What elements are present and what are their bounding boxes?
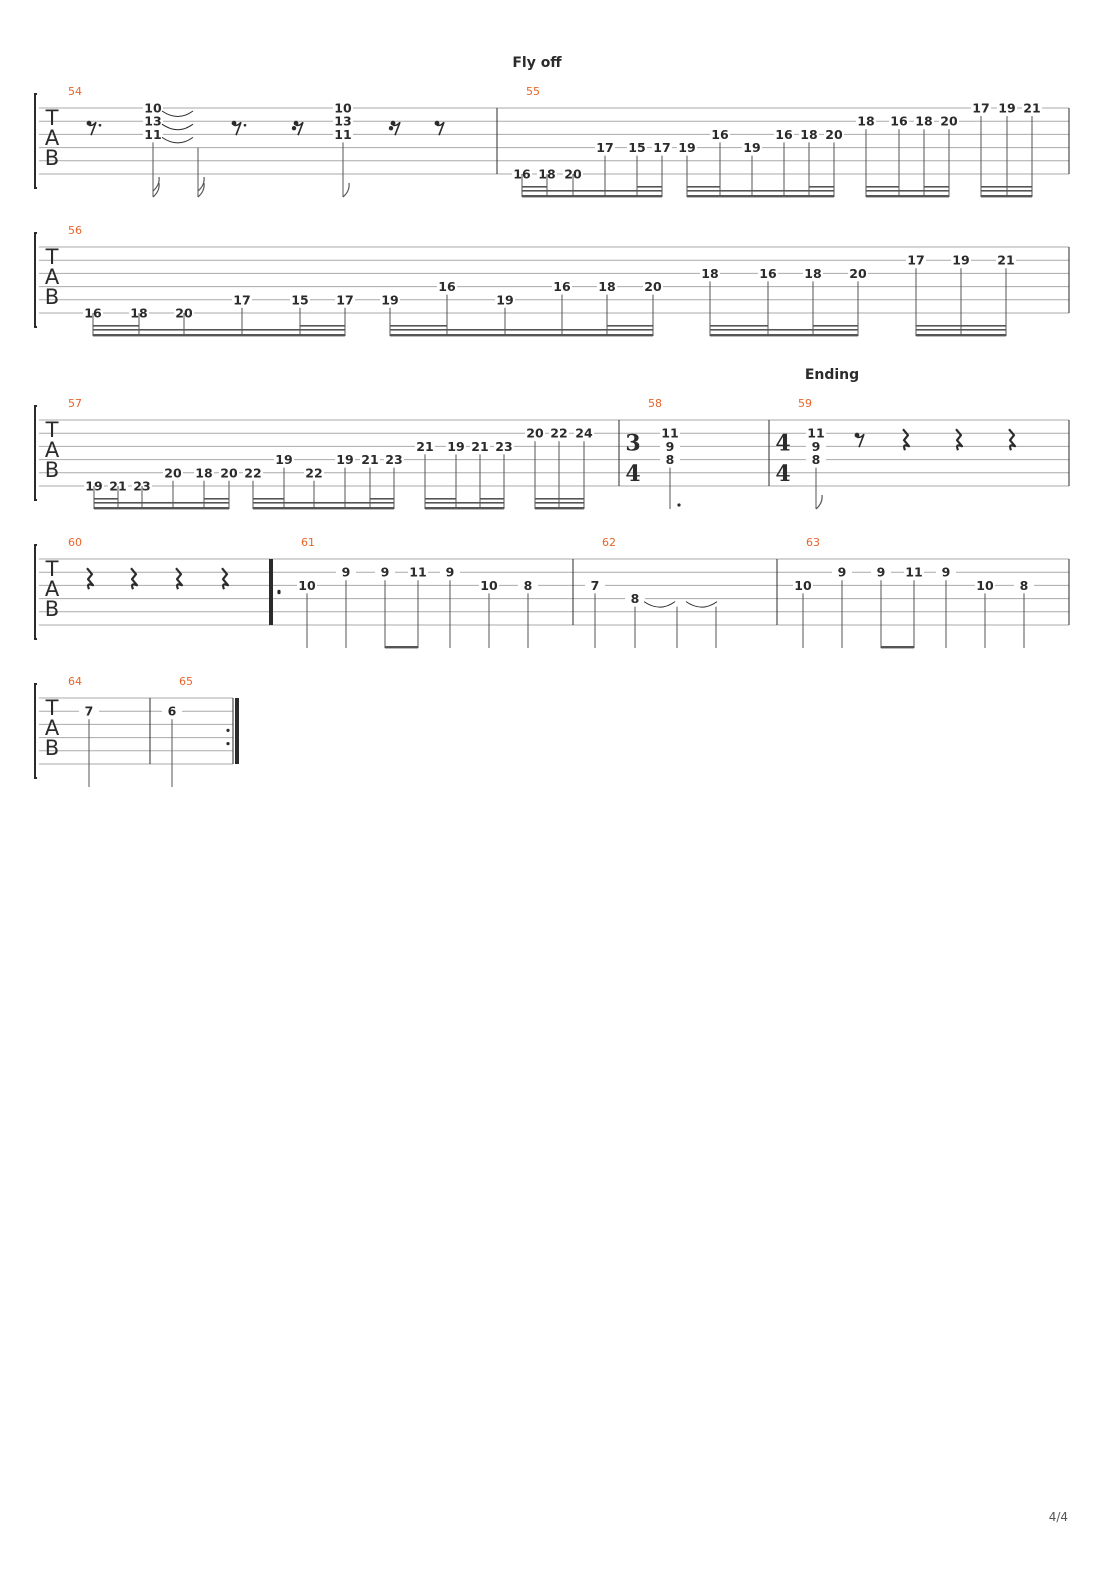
fret-number: 10 (480, 577, 498, 593)
fret-number: 16 (513, 166, 531, 182)
fret-number: 13 (144, 113, 162, 129)
repeat-dot (226, 742, 229, 745)
fret-number: 18 (800, 126, 818, 142)
sixteenth-rest-icon (389, 121, 400, 135)
quarter-rest-icon (87, 568, 93, 589)
rest-flag-dot (292, 126, 296, 130)
fret-number: 18 (701, 265, 719, 281)
fret-number: 15 (628, 140, 646, 156)
beam (916, 334, 1006, 336)
beam (881, 646, 914, 648)
fret-number: 22 (550, 425, 568, 441)
system-bracket (35, 233, 37, 327)
fret-number: 21 (109, 478, 127, 494)
fret-number: 23 (133, 478, 151, 494)
fret-number: 9 (380, 564, 390, 580)
beam-secondary (94, 502, 229, 504)
measure-number: 59 (798, 397, 812, 410)
eighth-rest-icon (855, 433, 864, 447)
beam (687, 195, 834, 197)
fret-number: 19 (447, 438, 465, 454)
fret-number: 9 (341, 564, 351, 580)
fret-number: 22 (244, 465, 262, 481)
beam-tertiary (425, 498, 456, 500)
quarter-rest-icon (176, 568, 182, 589)
measure (68, 224, 1069, 336)
beam (535, 507, 584, 509)
beam-tertiary (204, 498, 229, 500)
rest-dot (244, 124, 247, 127)
measure (625, 397, 769, 509)
beam (390, 334, 653, 336)
fret-number: 21 (361, 452, 379, 468)
duration-dot (677, 503, 680, 506)
measure-number: 54 (68, 85, 82, 98)
measure (162, 675, 239, 787)
measure-number: 57 (68, 397, 82, 410)
fret-number: 21 (471, 438, 489, 454)
time-signature-top: 3 (625, 430, 641, 457)
section-label: Fly off (512, 55, 562, 71)
quarter-rest-icon (131, 568, 137, 589)
fret-number: 16 (775, 126, 793, 142)
tab-system (35, 675, 239, 787)
fret-number: 23 (495, 438, 513, 454)
measure-number: 65 (179, 675, 193, 688)
quarter-rest-icon (222, 568, 228, 589)
fret-number: 19 (678, 140, 696, 156)
fret-number: 18 (598, 279, 616, 295)
fret-number: 16 (759, 265, 777, 281)
fret-number: 20 (825, 126, 843, 142)
fret-number: 21 (416, 438, 434, 454)
fret-number: 17 (596, 140, 614, 156)
tab-clef-letter: B (44, 458, 60, 482)
beam-tertiary (687, 186, 720, 188)
beam-tertiary (924, 186, 949, 188)
fret-number: 8 (630, 591, 640, 607)
fret-number: 21 (1023, 100, 1041, 116)
fret-number: 9 (941, 564, 951, 580)
beam-tertiary (480, 498, 504, 500)
sixteenth-rest-icon (292, 121, 303, 135)
repeat-start-bar (269, 559, 273, 625)
measure (775, 397, 1069, 509)
measure-number: 64 (68, 675, 82, 688)
fret-number: 9 (665, 438, 675, 454)
note-flag (343, 183, 349, 197)
beam-tertiary (300, 325, 345, 327)
beam-tertiary (94, 498, 118, 500)
tab-clef-letter: B (44, 146, 60, 170)
measure-number: 56 (68, 224, 82, 237)
tab-clef-letter: A (44, 577, 60, 601)
fret-number: 16 (438, 279, 456, 295)
fret-number: 20 (175, 305, 193, 321)
fret-number: 16 (890, 113, 908, 129)
measure (585, 536, 777, 648)
tab-clef-letter: T (45, 245, 59, 269)
repeat-dot (226, 729, 229, 732)
tab-clef-letter: B (44, 736, 60, 760)
fret-number: 17 (653, 140, 671, 156)
tie-arc (686, 602, 717, 608)
fret-number: 22 (305, 465, 323, 481)
fret-number: 23 (385, 452, 403, 468)
fret-number: 19 (743, 140, 761, 156)
tab-system (35, 397, 1069, 509)
fret-number: 18 (804, 265, 822, 281)
fret-number: 11 (905, 564, 923, 580)
time-signature-bottom: 4 (775, 460, 791, 487)
tab-clef-letter: T (45, 557, 59, 581)
measure-number: 58 (648, 397, 662, 410)
beam-tertiary (535, 498, 559, 500)
repeat-dot (277, 591, 280, 594)
measure-number: 55 (526, 85, 540, 98)
fret-number: 19 (381, 292, 399, 308)
measure (793, 536, 1069, 648)
fret-number: 24 (575, 425, 593, 441)
beam-secondary (710, 329, 858, 331)
fret-number: 19 (336, 452, 354, 468)
beam-tertiary (809, 186, 834, 188)
measure-number: 61 (301, 536, 315, 549)
fret-number: 9 (811, 438, 821, 454)
tab-clef-letter: T (45, 106, 59, 130)
tie-arc (644, 602, 675, 608)
page-number: 4/4 (1048, 1510, 1068, 1524)
tab-system (35, 536, 1069, 648)
beam-secondary (522, 190, 662, 192)
beam (425, 507, 504, 509)
beam (981, 195, 1032, 197)
fret-number: 10 (298, 577, 316, 593)
fret-number: 21 (997, 252, 1015, 268)
rest-flag-dot (389, 126, 393, 130)
beam-secondary (535, 502, 584, 504)
fret-number: 16 (84, 305, 102, 321)
fret-number: 10 (794, 577, 812, 593)
tab-system (35, 224, 1069, 336)
note-flag (816, 495, 822, 509)
quarter-rest-icon (1009, 429, 1015, 450)
fret-number: 9 (445, 564, 455, 580)
fret-number: 11 (409, 564, 427, 580)
tab-clef-letter: A (44, 438, 60, 462)
beam-tertiary (370, 498, 394, 500)
tab-clef-letter: T (45, 696, 59, 720)
quarter-rest-icon (903, 429, 909, 450)
beam-tertiary (866, 186, 899, 188)
beam (385, 646, 418, 648)
beam-secondary (916, 329, 1006, 331)
beam-tertiary (981, 186, 1007, 188)
fret-number: 20 (940, 113, 958, 129)
tab-clef-letter: A (44, 126, 60, 150)
fret-number: 19 (496, 292, 514, 308)
fret-number: 16 (553, 279, 571, 295)
beam-tertiary (253, 498, 284, 500)
beam (710, 334, 858, 336)
tie-arc (162, 111, 193, 117)
measure (68, 675, 150, 787)
fret-number: 15 (291, 292, 309, 308)
fret-number: 19 (275, 452, 293, 468)
fret-number: 16 (711, 126, 729, 142)
fret-number: 18 (538, 166, 556, 182)
fret-number: 8 (523, 577, 533, 593)
fret-number: 9 (837, 564, 847, 580)
system-bracket (35, 684, 37, 778)
rest-dot (99, 124, 102, 127)
system-bracket (35, 545, 37, 639)
beam-tertiary (916, 325, 961, 327)
beam-secondary (687, 190, 834, 192)
fret-number: 17 (907, 252, 925, 268)
fret-number: 11 (334, 126, 352, 142)
measure-number: 63 (806, 536, 820, 549)
beam-secondary (253, 502, 394, 504)
fret-number: 8 (811, 452, 821, 468)
tie-arc (162, 137, 193, 143)
tab-clef-letter: A (44, 265, 60, 289)
beam-secondary (981, 190, 1032, 192)
tab-clef-letter: B (44, 285, 60, 309)
eighth-rest-icon (232, 121, 247, 135)
fret-number: 19 (85, 478, 103, 494)
system-bracket (35, 94, 37, 188)
fret-number: 20 (849, 265, 867, 281)
time-signature-bottom: 4 (625, 460, 641, 487)
beam-tertiary (813, 325, 858, 327)
measure-number: 60 (68, 536, 82, 549)
fret-number: 10 (144, 100, 162, 116)
fret-number: 19 (952, 252, 970, 268)
beam-tertiary (1007, 186, 1032, 188)
measure (68, 85, 497, 197)
tab-system (35, 85, 1069, 197)
fret-number: 20 (220, 465, 238, 481)
measure (269, 536, 573, 648)
section-label: Ending (804, 367, 860, 383)
beam (93, 334, 345, 336)
fret-number: 6 (167, 703, 177, 719)
time-signature-top: 4 (775, 430, 791, 457)
final-barline (235, 698, 239, 764)
fret-number: 18 (130, 305, 148, 321)
beam (253, 507, 394, 509)
fret-number: 11 (144, 126, 162, 142)
fret-number: 20 (164, 465, 182, 481)
fret-number: 9 (876, 564, 886, 580)
beam (94, 507, 229, 509)
measure-number: 62 (602, 536, 616, 549)
fret-number: 17 (972, 100, 990, 116)
fret-number: 10 (976, 577, 994, 593)
fret-number: 8 (665, 452, 675, 468)
tab-clef-letter: T (45, 418, 59, 442)
fret-number: 18 (195, 465, 213, 481)
fret-number: 7 (590, 577, 600, 593)
tab-clef-letter: B (44, 597, 60, 621)
beam-tertiary (961, 325, 1006, 327)
beam (522, 195, 662, 197)
fret-number: 20 (644, 279, 662, 295)
fret-number: 18 (915, 113, 933, 129)
beam-secondary (93, 329, 345, 331)
quarter-rest-icon (956, 429, 962, 450)
beam-tertiary (607, 325, 653, 327)
fret-number: 13 (334, 113, 352, 129)
beam-tertiary (390, 325, 447, 327)
fret-number: 10 (334, 100, 352, 116)
fret-number: 19 (998, 100, 1016, 116)
fret-number: 11 (661, 425, 679, 441)
beam-tertiary (93, 325, 139, 327)
beam-tertiary (637, 186, 662, 188)
beam-secondary (425, 502, 504, 504)
tab-clef-letter: A (44, 716, 60, 740)
fret-number: 7 (84, 703, 94, 719)
tab-systems (35, 55, 1069, 787)
fret-number: 17 (233, 292, 251, 308)
system-bracket (35, 406, 37, 500)
measure (512, 85, 1069, 197)
beam-tertiary (710, 325, 768, 327)
beam-secondary (866, 190, 949, 192)
beam-tertiary (559, 498, 584, 500)
beam-tertiary (522, 186, 547, 188)
fret-number: 18 (857, 113, 875, 129)
beam (866, 195, 949, 197)
fret-number: 8 (1019, 577, 1029, 593)
measure (68, 397, 619, 509)
fret-number: 11 (807, 425, 825, 441)
beam-secondary (390, 329, 653, 331)
eighth-rest-icon (435, 121, 444, 135)
fret-number: 17 (336, 292, 354, 308)
fret-number: 20 (526, 425, 544, 441)
fret-number: 20 (564, 166, 582, 182)
tie-arc (162, 124, 193, 130)
eighth-rest-icon (87, 121, 102, 135)
